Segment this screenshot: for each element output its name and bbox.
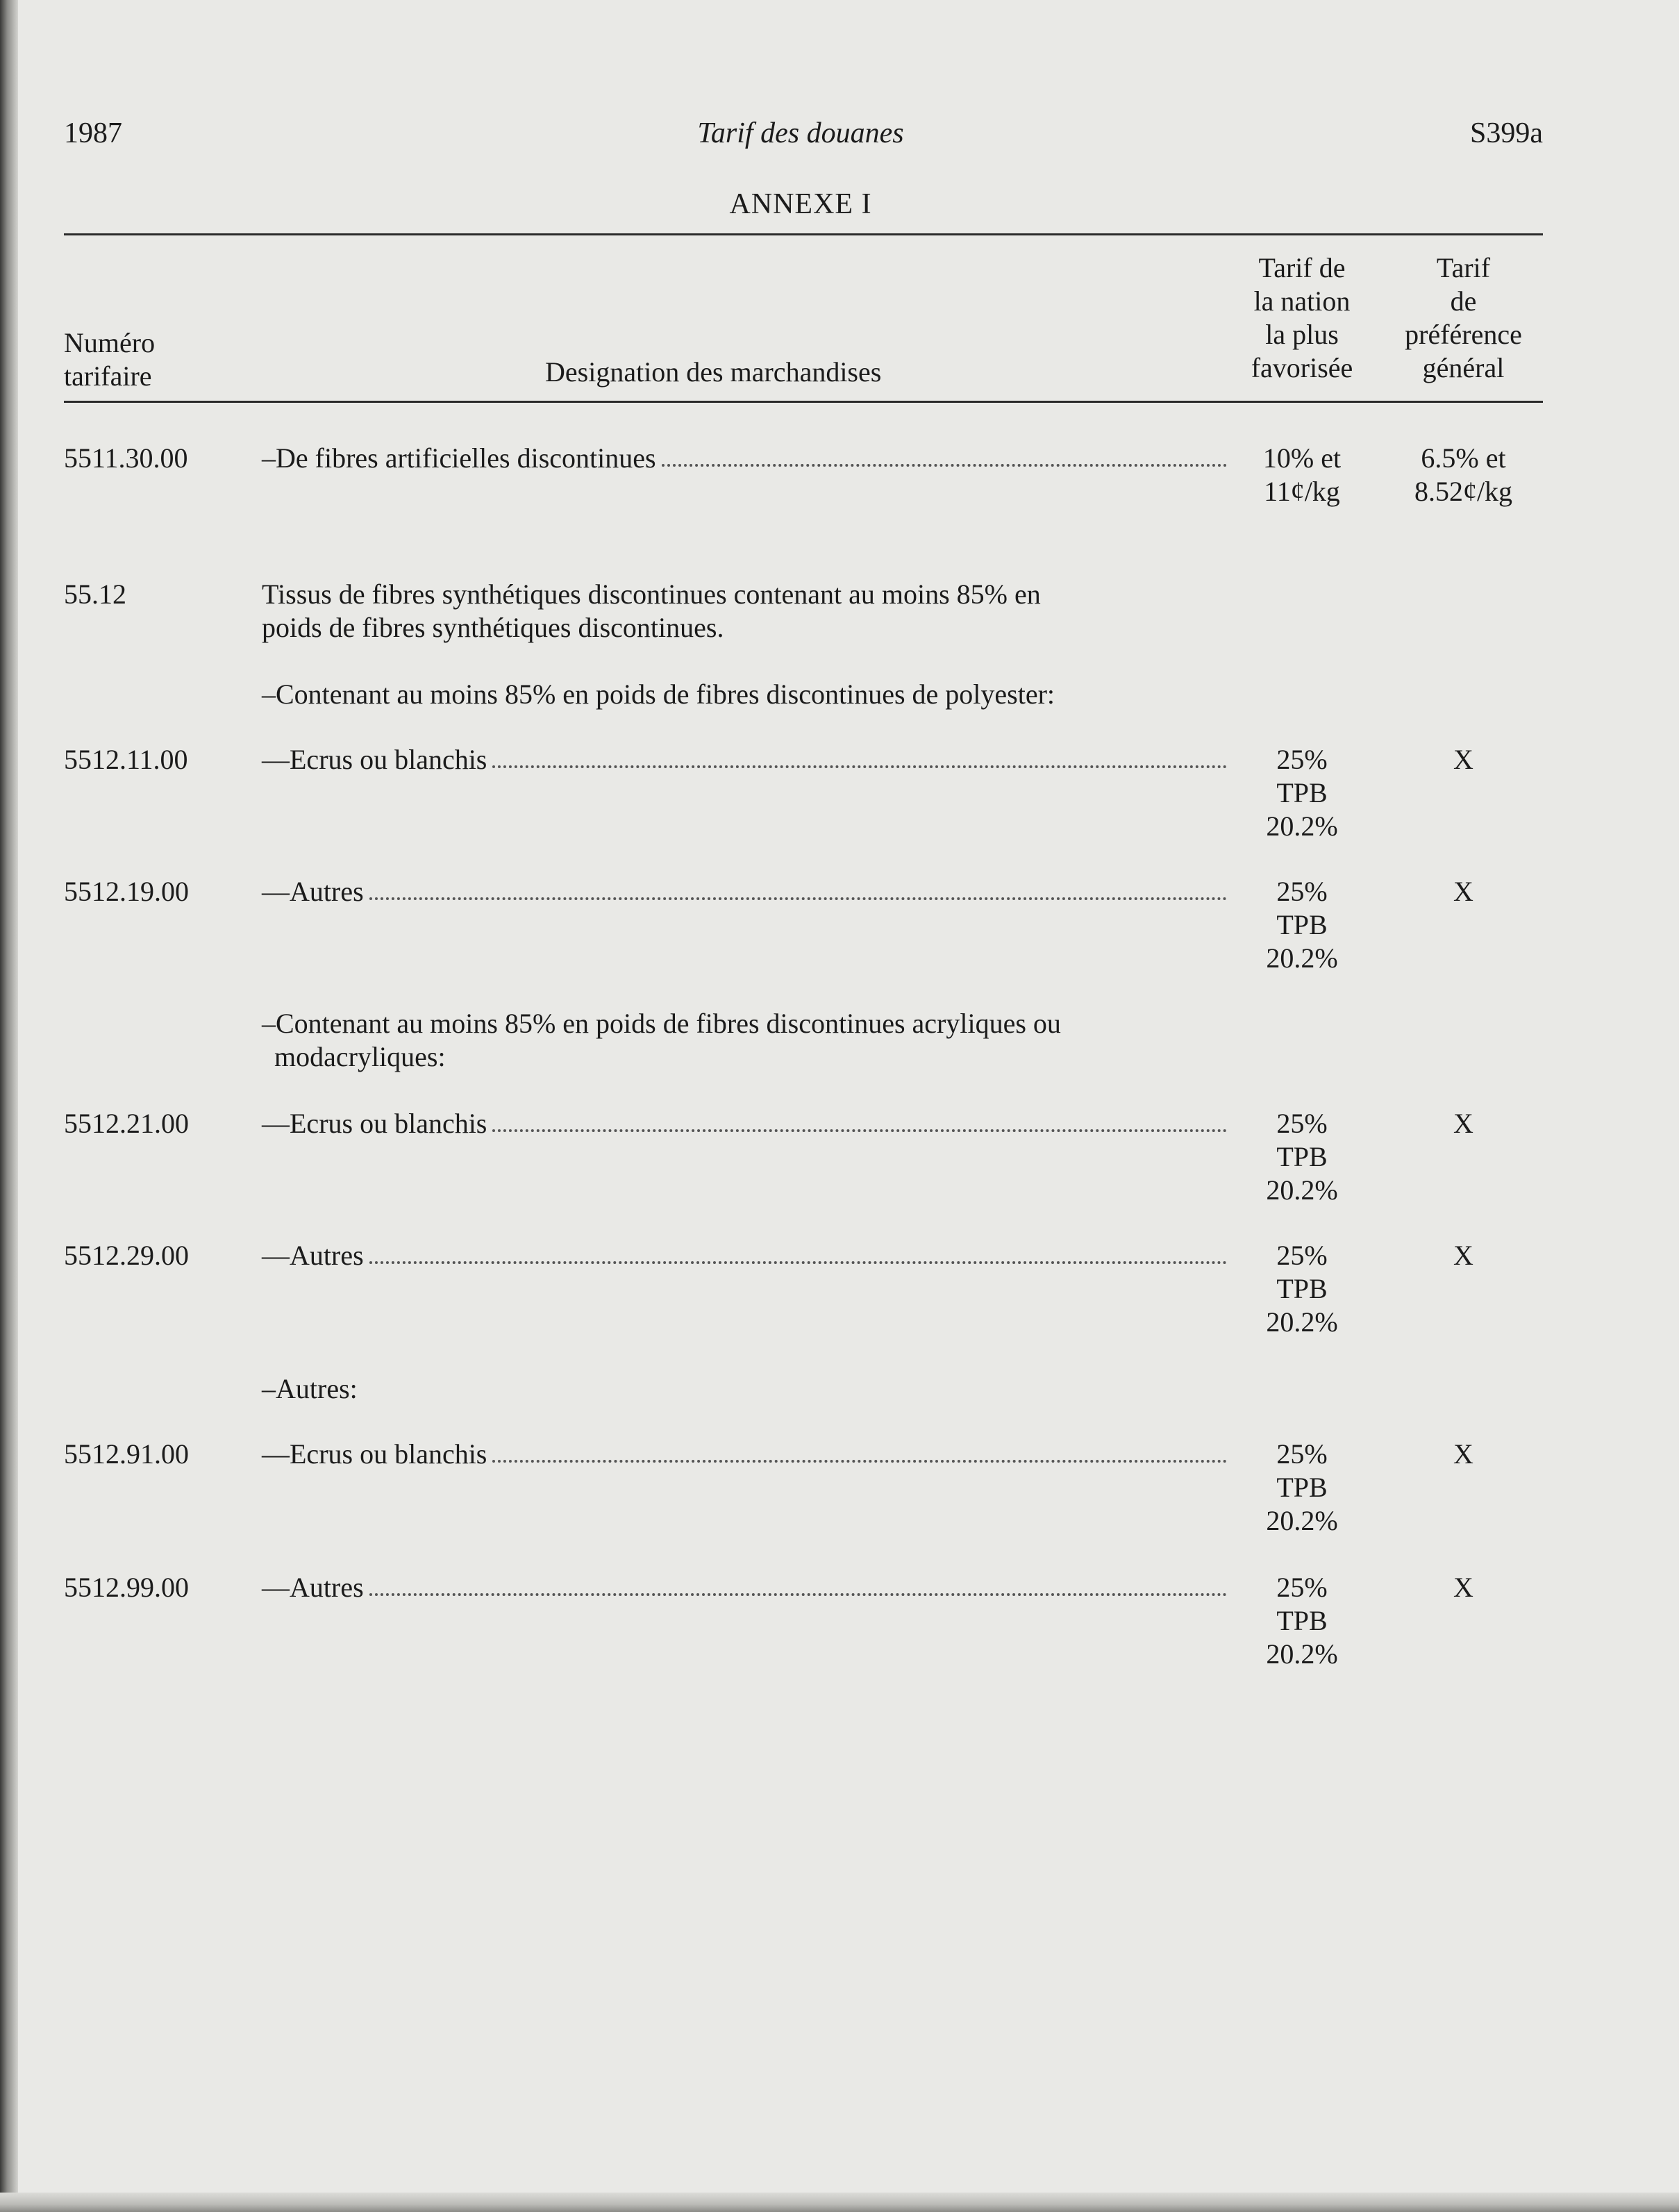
rate-line: 20.2% (1266, 1505, 1338, 1536)
table-top-rule (64, 233, 1543, 235)
tariff-code: 5512.19.00 (64, 876, 189, 907)
heading-description (262, 578, 1227, 645)
rate-line: TPB (1276, 777, 1328, 808)
mfn-rate (1229, 743, 1375, 843)
gpt-rate: X (1453, 1108, 1473, 1139)
leader-dots (369, 1593, 1227, 1596)
column-header-gpt-tariff (1389, 251, 1538, 385)
column-header-line: Numéro (64, 327, 156, 358)
tariff-description (262, 875, 1227, 908)
rate-line: 20.2% (1266, 1306, 1338, 1338)
mfn-rate (1229, 1438, 1375, 1538)
column-header-line: Tarif de (1258, 252, 1346, 283)
rate-line: 25% (1276, 1572, 1328, 1603)
subheading-line: –Autres: (262, 1373, 358, 1404)
tariff-code: 5512.29.00 (64, 1240, 189, 1271)
rate-line: TPB (1276, 1472, 1328, 1503)
rate-line: 6.5% et (1421, 442, 1506, 474)
page-binding-shadow (0, 0, 18, 2212)
rate-line: 20.2% (1266, 1638, 1338, 1670)
rate-line: 20.2% (1266, 942, 1338, 974)
rate-line: TPB (1276, 909, 1328, 940)
leader-dots (369, 897, 1227, 900)
annex-title: ANNEXE I (729, 188, 872, 220)
tariff-description (262, 743, 1227, 776)
tariff-description (262, 1239, 1227, 1272)
rate-line: 10% et (1262, 442, 1342, 474)
subheading-line: –Contenant au moins 85% en poids de fibres discontinues de polyester: (262, 679, 1055, 710)
gpt-rate: X (1453, 744, 1473, 775)
column-header-rule (64, 401, 1543, 403)
column-header-line: tarifaire (64, 360, 152, 392)
rate-line: 25% (1276, 876, 1328, 907)
subheading-line: modacryliques: (274, 1041, 446, 1072)
description-text: ––Ecrus ou blanchis (262, 1438, 487, 1470)
heading-line: Tissus de fibres synthétiques discontinues contenant au moins 85% en (262, 579, 1041, 610)
heading-code: 55.12 (64, 579, 126, 610)
leader-dots (492, 1459, 1227, 1463)
mfn-rate (1229, 442, 1375, 508)
leader-dots (492, 1129, 1227, 1132)
tariff-code: 5512.91.00 (64, 1438, 189, 1470)
mfn-rate (1229, 1571, 1375, 1671)
gpt-rate: X (1453, 1572, 1473, 1603)
tariff-code: 5512.11.00 (64, 744, 188, 775)
column-header-designation: Designation des marchandises (545, 356, 882, 388)
rate-line: 20.2% (1266, 810, 1338, 842)
column-header-line: la nation (1253, 285, 1351, 317)
header-year: 1987 (64, 117, 122, 149)
description-text: ––Autres (262, 876, 364, 907)
rate-line: 20.2% (1266, 1174, 1338, 1206)
mfn-rate (1229, 875, 1375, 975)
header-title: Tarif des douanes (697, 117, 904, 149)
header-page-number: S399a (1470, 117, 1543, 149)
gpt-rate: X (1453, 876, 1473, 907)
tariff-code: 5511.30.00 (64, 442, 188, 474)
description-text: ––Autres (262, 1240, 364, 1271)
description-text: ––Ecrus ou blanchis (262, 744, 487, 775)
tariff-description (262, 1438, 1227, 1471)
rate-line: TPB (1276, 1605, 1328, 1636)
rate-line: TPB (1276, 1141, 1328, 1172)
description-text: ––Autres (262, 1572, 364, 1603)
tariff-description (262, 442, 1227, 475)
column-header-line: la plus (1265, 319, 1339, 350)
column-header-line: de (1450, 285, 1477, 317)
rate-line: 8.52¢/kg (1414, 476, 1513, 507)
description-text: ––Ecrus ou blanchis (262, 1108, 487, 1139)
rate-line: 25% (1276, 1108, 1328, 1139)
column-header-line: général (1422, 352, 1505, 383)
column-header-mfn-tariff (1229, 251, 1375, 385)
tariff-code: 5512.21.00 (64, 1108, 189, 1139)
leader-dots (662, 463, 1227, 467)
gpt-rate: X (1453, 1438, 1473, 1470)
rate-line: 11¢/kg (1264, 476, 1340, 507)
column-header-number (64, 326, 155, 393)
column-header-line: préférence (1405, 319, 1522, 350)
mfn-rate (1229, 1107, 1375, 1207)
tariff-description (262, 1107, 1227, 1140)
rate-line: 25% (1276, 744, 1328, 775)
column-header-line: favorisée (1251, 352, 1353, 383)
heading-line: poids de fibres synthétiques discontinues. (262, 612, 724, 643)
gpt-rate: X (1453, 1240, 1473, 1271)
tariff-code: 5512.99.00 (64, 1572, 189, 1603)
rate-line: 25% (1276, 1438, 1328, 1470)
leader-dots (492, 765, 1227, 768)
subheading-line: –Contenant au moins 85% en poids de fibres discontinues acryliques ou (262, 1008, 1061, 1039)
gpt-rate (1389, 442, 1538, 508)
page-bottom-edge (0, 2193, 1679, 2212)
column-header-line: Tarif (1436, 252, 1491, 283)
leader-dots (369, 1261, 1227, 1264)
rate-line: 25% (1276, 1240, 1328, 1271)
tariff-description (262, 1571, 1227, 1604)
description-text: –De fibres artificielles discontinues (262, 442, 656, 474)
rate-line: TPB (1276, 1273, 1328, 1304)
mfn-rate (1229, 1239, 1375, 1339)
